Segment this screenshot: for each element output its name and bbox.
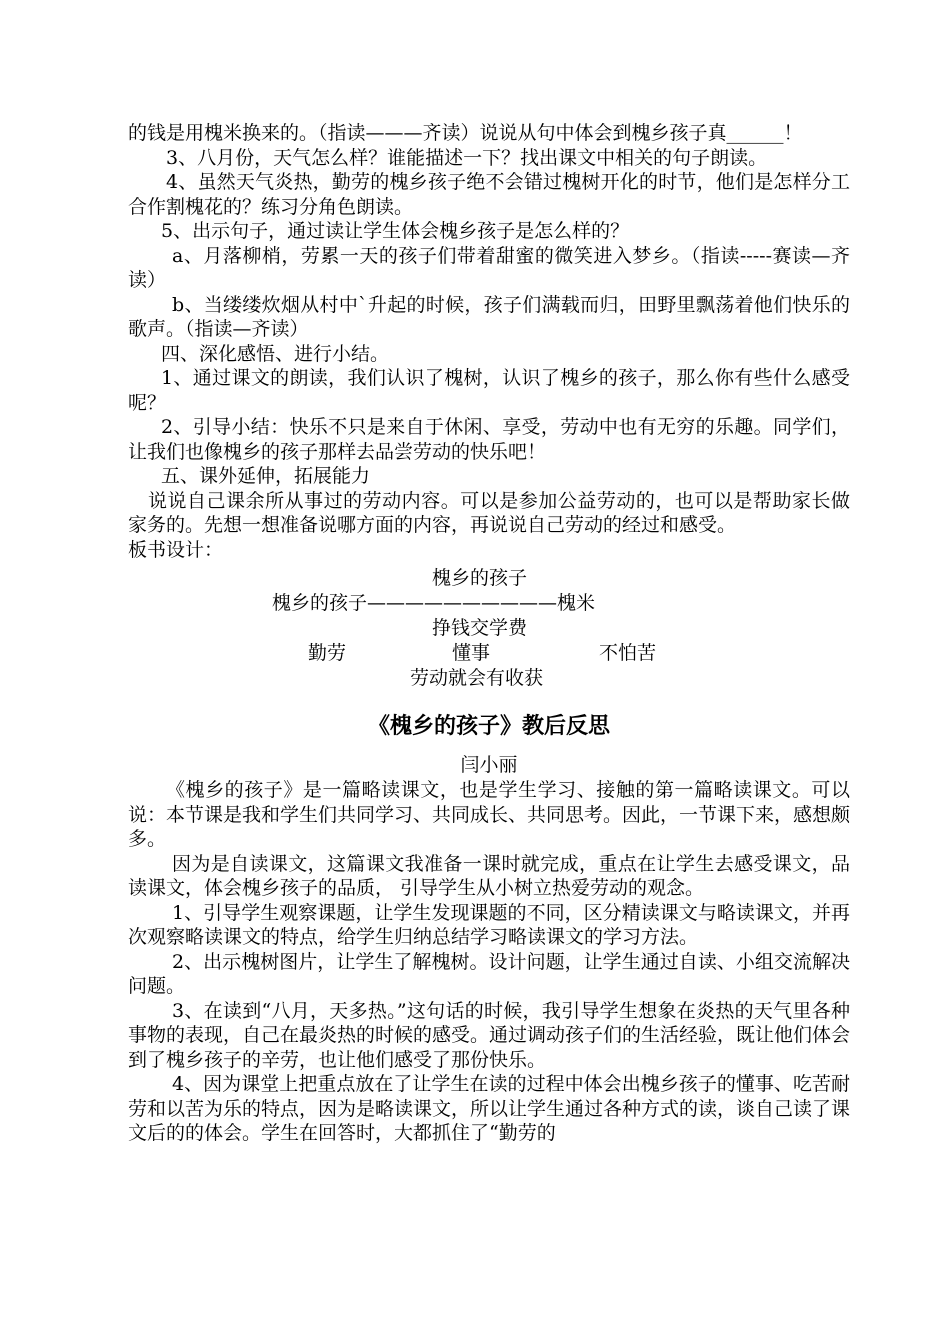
board-word: 勤劳: [308, 642, 347, 664]
board-line: 槐乡的孩子——————————槐米: [272, 592, 596, 614]
paragraph: 1、引导学生观察课题，让学生发现课题的不同，区分精读课文与略读课文，并再次观察略读课文的特点，给学生归纳总结学习略读课文的学习方法。: [128, 901, 850, 948]
author: 闫小丽: [460, 754, 518, 776]
board-word: 不怕苦: [599, 642, 657, 664]
paragraph: b、当缕缕炊烟从村中`升起的时候，孩子们满载而归，田野里飘荡着他们快乐的歌声。（指读—齐读）: [128, 293, 850, 340]
paragraph: 3、八月份，天气怎么样？谁能描述一下？找出课文中相关的句子朗读。: [166, 146, 768, 169]
paragraph: 5、出示句子，通过读让学生体会槐乡孩子是怎么样的？: [161, 220, 630, 242]
reflection-title: 《槐乡的孩子》教后反思: [367, 714, 610, 739]
paragraph: a、月落柳梢，劳累一天的孩子们带着甜蜜的微笑进入梦乡。（指读-----赛读—齐读）: [128, 244, 850, 291]
section-heading: 四、深化感悟、进行小结。: [161, 342, 390, 365]
board-title: 槐乡的孩子: [432, 567, 528, 589]
board-design: [128, 562, 850, 689]
paragraph: 2、引导小结：快乐不只是来自于休闲、享受，劳动中也有无穷的乐趣。同学们，让我们也像槐乡的孩子那样去品尝劳动的快乐吧！: [128, 416, 850, 463]
paragraph: 4、因为课堂上把重点放在了让学生在读的过程中体会出槐乡孩子的懂事、吃苦耐劳和以苦为乐的特点，因为是略读课文，所以让学生通过各种方式的读，谈自己读了课文后的的体会。学生在回答时，大都抓住了“勤劳的: [128, 1073, 851, 1144]
board-design-label: 板书设计：: [128, 538, 224, 561]
paragraph: 说说自己课余所从事过的劳动内容。可以是参加公益劳动的，也可以是帮助家长做家务的。先想一想准备说哪方面的内容，再说说自己劳动的经过和感受。: [128, 489, 850, 536]
paragraph: 2、出示槐树图片，让学生了解槐树。设计问题，让学生通过自读、小组交流解决问题。: [128, 950, 850, 997]
paragraph: 的钱是用槐米换来的。（指读———齐读）说说从句中体会到槐乡孩子真______！: [128, 122, 803, 144]
section-heading: 五、课外延伸，拓展能力: [161, 465, 371, 487]
paragraph: 4、虽然天气炎热，勤劳的槐乡孩子绝不会错过槐树开化的时节，他们是怎样分工合作割槐花的？练习分角色朗读。: [128, 171, 850, 218]
paragraph: 《槐乡的孩子》是一篇略读课文，也是学生学习、接触的第一篇略读课文。可以说：本节课是我和学生们共同学习、共同成长、共同思考。因此，一节课下来，感想颇多。: [128, 779, 851, 850]
paragraph: 3、在读到“八月，天多热。”这句话的时候，我引导学生想象在炎热的天气里各种事物的表现，自己在最炎热的时候的感受。通过调动孩子们的生活经验，既让他们体会到了槐乡孩子的辛劳，也让他们感受了那份快乐。: [128, 999, 851, 1071]
board-line: 挣钱交学费: [432, 617, 528, 639]
paragraph: 1、通过课文的朗读，我们认识了槐树，认识了槐乡的孩子，那么你有些什么感受呢？: [128, 367, 850, 414]
paragraph: 因为是自读课文，这篇课文我准备一课时就完成，重点在让学生去感受课文，品读课文，体会槐乡孩子的品质， 引导学生从小树立热爱劳动的观念。: [128, 852, 850, 899]
document-page: [128, 121, 850, 1146]
board-word: 懂事: [452, 642, 491, 664]
board-line: 劳动就会有收获: [410, 667, 544, 689]
